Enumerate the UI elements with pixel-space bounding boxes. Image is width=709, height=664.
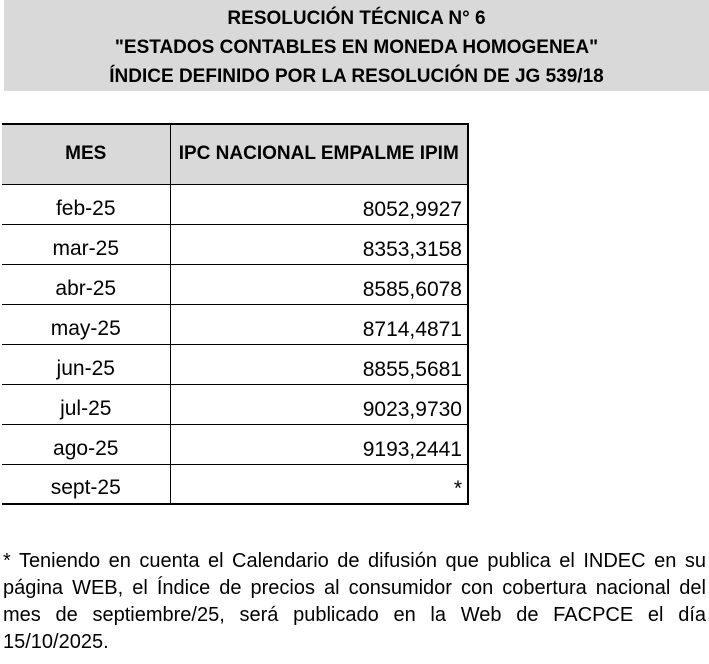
cell-mes: jun-25 xyxy=(2,344,170,384)
cell-ipc: 8353,3158 xyxy=(170,224,468,264)
title-line-3: ÍNDICE DEFINIDO POR LA RESOLUCIÓN DE JG 539/18 xyxy=(109,66,604,87)
cell-mes: sept-25 xyxy=(2,464,170,504)
cell-ipc: 9193,2441 xyxy=(170,424,468,464)
table-row xyxy=(2,344,468,384)
table-row xyxy=(2,424,468,464)
table-row xyxy=(2,384,468,424)
table-row xyxy=(2,304,468,344)
cell-mes: may-25 xyxy=(2,304,170,344)
table-row xyxy=(2,224,468,264)
cell-mes: feb-25 xyxy=(2,184,170,224)
title-band xyxy=(4,0,709,91)
column-header-ipc: IPC NACIONAL EMPALME IPIM xyxy=(170,124,468,184)
footnote: * Teniendo en cuenta el Calendario de difusión que publica el INDEC en su página WEB, el Índice de precios al consumidor con cobertura nacional del mes de septiembre/25, será publicado en la Web de FACPCE el día 15/10/2025. xyxy=(3,550,706,653)
title-line-2: "ESTADOS CONTABLES EN MONEDA HOMOGENEA" xyxy=(114,37,599,58)
cell-mes: mar-25 xyxy=(2,224,170,264)
table-row xyxy=(2,264,468,304)
cell-mes: jul-25 xyxy=(2,384,170,424)
ipc-table xyxy=(2,123,469,505)
cell-ipc: 9023,9730 xyxy=(170,384,468,424)
cell-ipc: 8052,9927 xyxy=(170,184,468,224)
cell-ipc: 8855,5681 xyxy=(170,344,468,384)
cell-mes: ago-25 xyxy=(2,424,170,464)
table-row xyxy=(2,464,468,504)
title-line-1: RESOLUCIÓN TÉCNICA N° 6 xyxy=(227,8,486,29)
cell-ipc: * xyxy=(170,464,468,504)
cell-ipc: 8714,4871 xyxy=(170,304,468,344)
table-header-row xyxy=(2,124,468,184)
table-row xyxy=(2,184,468,224)
column-header-mes: MES xyxy=(2,124,170,184)
cell-ipc: 8585,6078 xyxy=(170,264,468,304)
cell-mes: abr-25 xyxy=(2,264,170,304)
